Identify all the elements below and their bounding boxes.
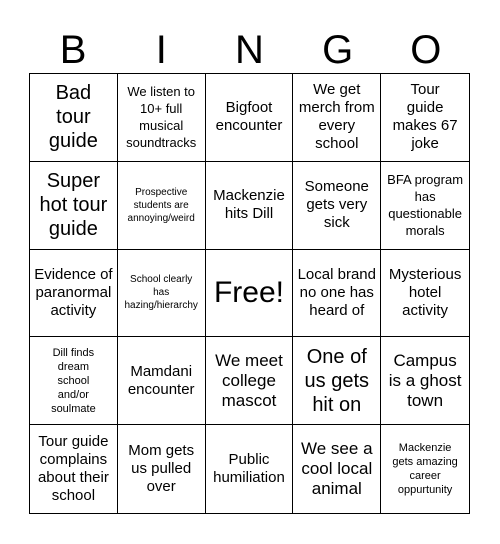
header-letter-b: B (59, 28, 87, 72)
cell-text: Tour guide makes 67 joke (392, 81, 458, 153)
bingo-cell-r4c2[interactable] (118, 337, 206, 425)
bingo-cell-r4c5[interactable] (381, 337, 469, 425)
cell-text: Campus is a ghost town (388, 350, 462, 410)
bingo-cell-r3c4[interactable] (293, 250, 381, 338)
bingo-cell-r3c2[interactable] (118, 250, 206, 338)
cell-text: We meet college mascot (215, 350, 283, 410)
cell-text: Someone gets very sick (304, 178, 369, 232)
bingo-cell-r1c1[interactable] (30, 74, 118, 162)
cell-text: Local brand no one has heard of (297, 265, 376, 319)
cell-text: One of us gets hit on (304, 345, 370, 416)
bingo-cell-r3c5[interactable] (381, 250, 469, 338)
bingo-cell-r5c2[interactable] (118, 425, 206, 513)
bingo-cell-r1c2[interactable] (118, 74, 206, 162)
cell-text: Mackenzie gets amazing career oppurtunity (392, 442, 458, 497)
cell-text: Super hot tour guide (39, 170, 108, 241)
free-space-text: Free! (213, 275, 284, 309)
bingo-cell-r5c1[interactable] (30, 425, 118, 513)
bingo-cell-r2c4[interactable] (293, 162, 381, 250)
header-letter-g: G (322, 28, 354, 72)
bingo-cell-r2c3[interactable] (206, 162, 294, 250)
cell-text: School clearly has hazing/hierarchy (124, 274, 198, 312)
bingo-header (29, 26, 470, 74)
cell-text: Mom gets us pulled over (128, 442, 195, 496)
bingo-cell-r4c3[interactable] (206, 337, 294, 425)
header-letter-o: O (410, 28, 442, 72)
bingo-cell-r5c4[interactable] (293, 425, 381, 513)
bingo-cell-r3c3-free[interactable] (206, 250, 294, 338)
header-letter-n: N (235, 28, 264, 72)
cell-text: We see a cool local animal (301, 439, 373, 499)
cell-text: Dill finds dream school and/or soulmate (51, 346, 96, 415)
cell-text: Mysterious hotel activity (388, 265, 462, 319)
header-letter-i: I (155, 28, 167, 72)
bingo-cell-r4c1[interactable] (30, 337, 118, 425)
bingo-cell-r5c5[interactable] (381, 425, 469, 513)
bingo-cell-r2c5[interactable] (381, 162, 469, 250)
cell-text: Mackenzie hits Dill (213, 187, 285, 223)
cell-text: Evidence of paranormal activity (34, 265, 113, 319)
bingo-cell-r1c5[interactable] (381, 74, 469, 162)
cell-text: Public humiliation (213, 451, 285, 487)
bingo-cell-r5c3[interactable] (206, 425, 294, 513)
bingo-cell-r2c1[interactable] (30, 162, 118, 250)
bingo-cell-r2c2[interactable] (118, 162, 206, 250)
cell-text: Mamdani encounter (127, 362, 195, 398)
bingo-grid (29, 73, 470, 514)
bingo-cell-r3c1[interactable] (30, 250, 118, 338)
bingo-cell-r4c4[interactable] (293, 337, 381, 425)
bingo-cell-r1c3[interactable] (206, 74, 294, 162)
cell-text: BFA program has questionable morals (387, 172, 464, 239)
cell-text: Prospective students are annoying/weird (127, 186, 195, 224)
cell-text: Tour guide complains about their school (37, 433, 109, 505)
cell-text: We listen to 10+ full musical soundtracks (126, 84, 197, 151)
cell-text: We get merch from every school (298, 81, 375, 153)
cell-text: Bad tour guide (48, 82, 98, 153)
cell-text: Bigfoot encounter (215, 99, 283, 135)
bingo-cell-r1c4[interactable] (293, 74, 381, 162)
